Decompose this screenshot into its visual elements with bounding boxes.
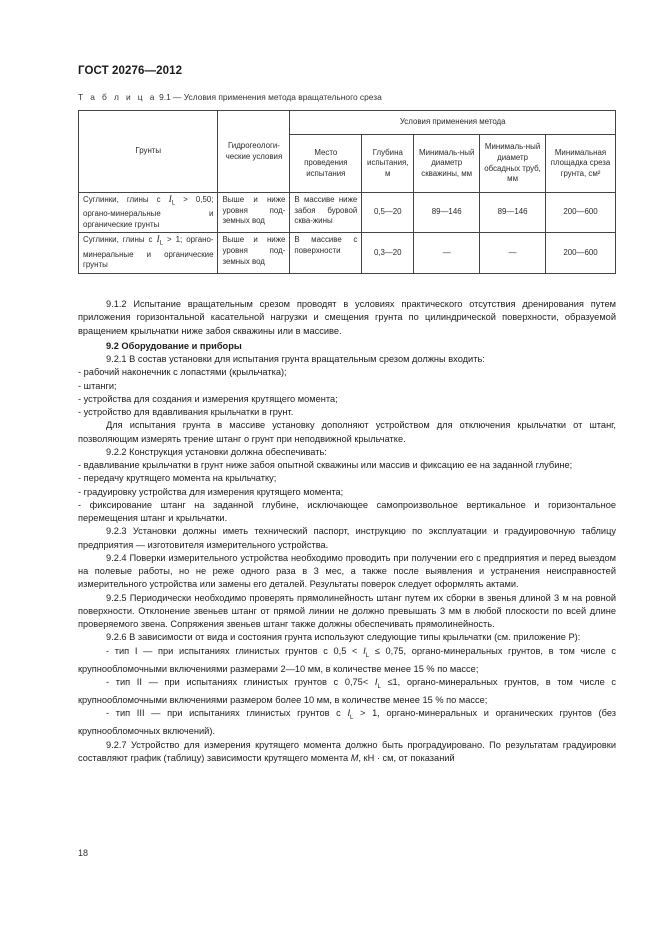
list-item-type-2: - тип II — при испытаниях глинистых грунтов с $0,75< I_L \le 1$, органо-минеральных грунтов, в том числе с крупнообломочными включениями размером более 10 мм, в количестве менее 15 % по массе; [78,676,616,705]
table-row [79,193,616,233]
cell-hydro: Выше и ниже уровня под-земных вод [218,193,290,233]
header-shear-area: Минимальная площадка среза грунта, см² [546,135,616,193]
cell-depth: 0,5—20 [362,193,414,233]
table-caption [78,92,382,102]
cell-depth: 0,3—20 [362,233,414,273]
header-method-conditions: Условия применения метода [290,111,616,135]
paragraph-9-2-4: 9.2.4 Поверки измерительного устройства необходимо проводить при получении его с предприятия и перед выездом на полевые работы, но не реже одного раза в 3 мес, а также после выявления и устранения неисправностей измерительного устройства или замены его деталей. Результаты поверок следует оформлять актами. [78,552,616,590]
cell-hydro: Выше и ниже уровня под-земных вод [218,233,290,273]
cell-casing-diameter: — [480,233,546,273]
list-item: - градуировку устройства для измерения крутящего момента; [78,486,344,497]
list-item-type-3: - тип III — при испытаниях глинистых грунтов с $I_L > 1$, органо-минеральных и органических грунтов (без крупнообломочных включений). [78,708,616,737]
section-heading-9-2: 9.2 Оборудование и приборы [106,340,242,351]
cell-well-diameter: — [414,233,480,273]
header-hydro-conditions: Гидрогеологи-ческие условия [218,111,290,193]
cell-casing-diameter: 89—146 [480,193,546,233]
list-item: - устройство для вдавливания крыльчатки в грунт. [78,407,294,417]
cell-place: В массиве с поверхности [290,233,362,273]
cell-soil: Суглинки, глины с $I_L > 1$; органо-минеральные и органические грунты [79,233,218,273]
header-well-diameter: Минималь-ный диаметр скважины, мм [414,135,480,193]
cell-well-diameter: 89—146 [414,193,480,233]
list-item: - передачу крутящего момента на крыльчатку; [78,473,277,484]
document-body [78,298,616,765]
cell-soil: Суглинки, глины с $I_L > 0,50$; органо-минеральные и органические грунты [79,193,218,233]
paragraph-9-2-5: 9.2.5 Периодически необходимо проверять прямолинейность штанг путем их сборки в звенья длиной 3 м на ровной поверхности. Отклонение звеньев штанг от прямой линии не должно превышать 3 мм в любой плоскости по всей длине проверяемого звена. Сопряжения звеньев штанг также должны обеспечивать прямолинейность. [78,592,616,629]
header-casing-diameter: Минималь-ный диаметр обсадных труб, мм [480,135,546,193]
cell-shear-area: 200—600 [546,233,616,273]
cell-place: В массиве ниже забоя буровой сква-жины [290,193,362,233]
header-test-depth: Глубина испытания, м [362,135,414,193]
paragraph-9-2-1-continued: Для испытания грунта в массиве установку дополняют устройством для отключения крыльчатки от штанг, позволяющим измерять трение штанг о грунт при неподвижной крыльчатке. [78,420,616,444]
list-item: - штанги; [78,380,117,391]
list-item-type-1: - тип I — при испытаниях глинистых грунтов с $0,5 < I_L \le 0,75$, органо-минеральных грунтов, в том числе с крупнообломочными включениями размерами 2—10 мм, в количестве менее 15 % по массе; [78,645,616,674]
list-item: - вдавливание крыльчатки в грунт ниже забоя опытной скважины или массив и фиксацию ее на заданной глубине; [78,460,573,470]
list-item: - рабочий наконечник с лопастями (крыльчатка); [78,367,287,378]
header-test-place: Место проведения испытания [290,135,362,193]
paragraph-9-2-3: 9.2.3 Установки должны иметь технический паспорт, инструкцию по эксплуатации и градуировочную таблицу предприятия — изготовителя измерительного устройства. [78,526,616,550]
paragraph-9-1-2: 9.1.2 Испытание вращательным срезом проводят в условиях практического отсутствия дренирования путем приложения горизонтальной касательной нагрузки и смещения грунта по цилиндрической поверхности, образуемой вращением крыльчатки ниже забоя скважины или в массиве. [78,299,616,336]
standard-header: ГОСТ 20276—2012 [78,65,183,77]
page-number: 18 [78,848,89,858]
method-conditions-table [78,110,616,274]
cell-shear-area: 200—600 [546,193,616,233]
list-item: - устройства для создания и измерения крутящего момента; [78,393,338,404]
paragraph-9-2-7: 9.2.7 Устройство для измерения крутящего момента должно быть проградуировано. По результатам градуировки составляют график (таблицу) зависимости крутящего момента М, кН · см, от показаний [78,739,616,763]
list-item: - фиксирование штанг на заданной глубине, исключающее самопроизвольное вертикальное и горизонтальное перемещения штанг и крыльчатки. [78,499,616,523]
paragraph-9-2-1: 9.2.1 В состав установки для испытания грунта вращательным срезом должны входить: [106,354,485,364]
paragraph-9-2-6: 9.2.6 В зависимости от вида и состояния грунта используют следующие типы крыльчатки (см. приложение Р): [106,632,581,643]
paragraph-9-2-2: 9.2.2 Конструкция установки должна обеспечивать: [106,446,327,457]
table-row [79,233,616,273]
header-soils: Грунты [79,111,218,193]
table-caption-text: 9.1 — Условия применения метода вращательного среза [156,92,382,102]
table-caption-word: Т а б л и ц а [78,92,157,102]
